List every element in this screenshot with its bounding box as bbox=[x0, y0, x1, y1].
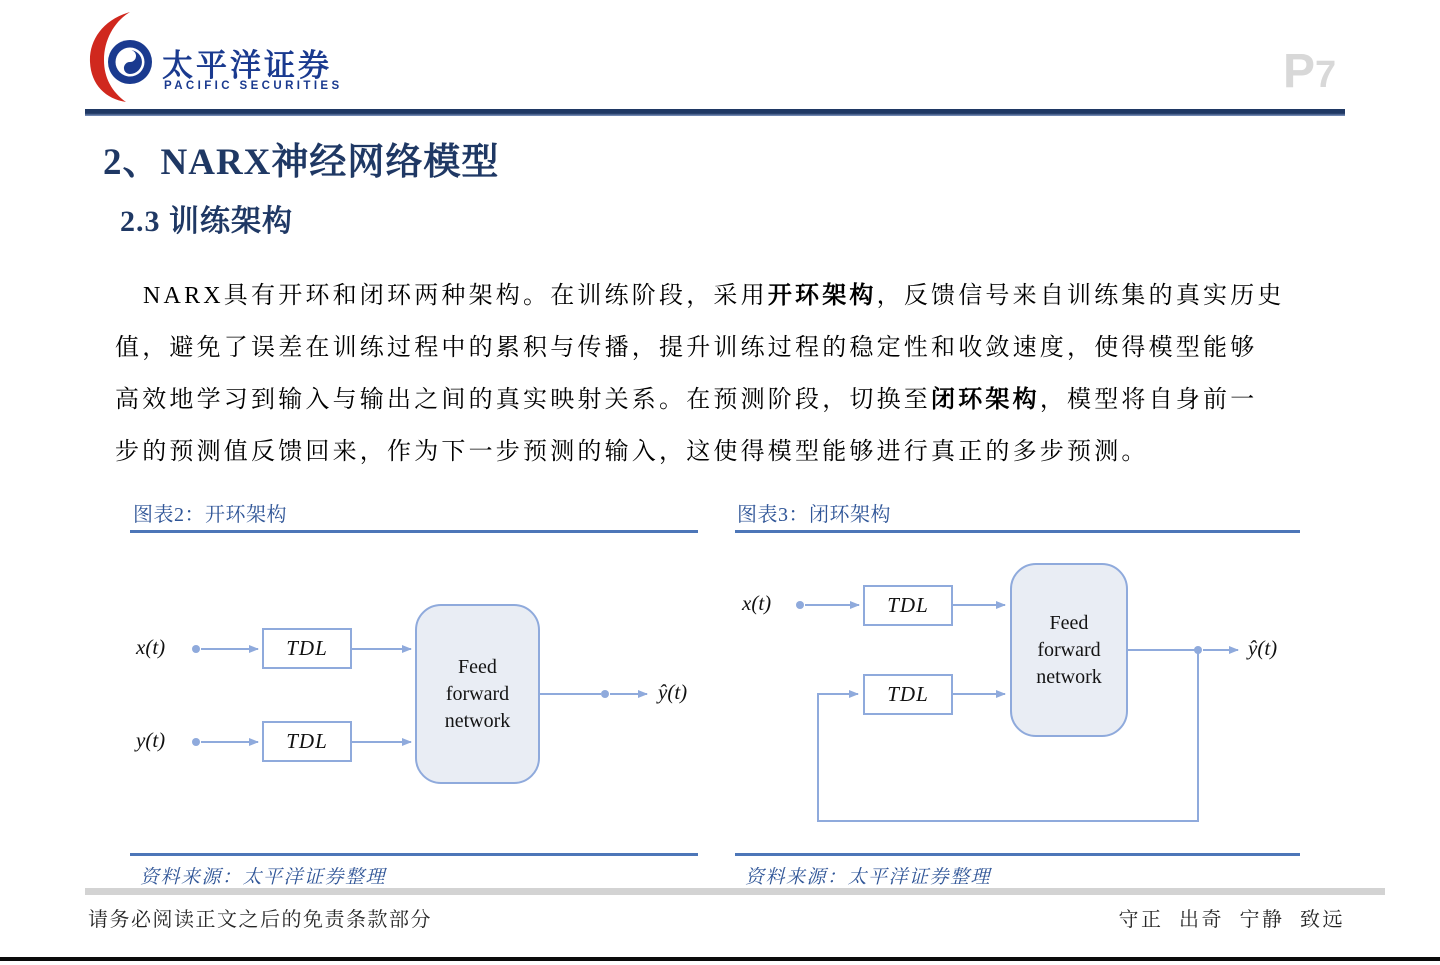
body-text: 步的预测值反馈回来，作为下一步预测的输入，这使得模型能够进行真正的多步预测。 bbox=[115, 439, 1149, 465]
closed-loop-tdl-bottom-box: TDL bbox=[863, 674, 953, 715]
body-text: ，模型将自身前一 bbox=[1039, 387, 1258, 413]
closed-loop-x-dot bbox=[796, 601, 804, 609]
closed-loop-tdl-top-box: TDL bbox=[863, 585, 953, 626]
footer-disclaimer: 请务必阅读正文之后的免责条款部分 bbox=[88, 909, 432, 931]
body-text: 值，避免了误差在训练过程中的累积与传播，提升训练过程的稳定性和收敛速度，使得模型能够 bbox=[115, 335, 1258, 361]
figure2-caption: 图表2：开环架构 bbox=[133, 504, 287, 526]
open-loop-x-dot bbox=[192, 645, 200, 653]
figure3-caption: 图表3：闭环架构 bbox=[737, 504, 891, 526]
page-number-value: 7 bbox=[1315, 54, 1337, 96]
figure3-source: 资料来源：太平洋证券整理 bbox=[745, 867, 992, 888]
body-text-bold: 开环架构 bbox=[767, 283, 877, 309]
open-loop-y-dot bbox=[192, 738, 200, 746]
open-loop-x-label: x(t) bbox=[136, 635, 166, 659]
open-loop-tdl-bottom-box: TDL bbox=[262, 721, 352, 762]
page-bottom-rule bbox=[0, 957, 1440, 961]
figure3-bottom-rule bbox=[735, 853, 1300, 856]
open-loop-tdl-top-box: TDL bbox=[262, 628, 352, 669]
page-number bbox=[1283, 44, 1336, 99]
body-text: NARX具有开环和闭环两种架构。在训练阶段，采用 bbox=[143, 283, 768, 309]
footer-motto: 守正 出奇 宁静 致远 bbox=[1118, 909, 1345, 931]
pacific-securities-logo bbox=[86, 6, 446, 108]
subsection-title: 2.3 训练架构 bbox=[120, 205, 293, 238]
body-text: 高效地学习到输入与输出之间的真实映射关系。在预测阶段，切换至 bbox=[115, 387, 931, 413]
body-paragraph bbox=[115, 270, 1325, 478]
open-loop-output-dot bbox=[601, 690, 609, 698]
figure2-bottom-rule bbox=[130, 853, 698, 856]
brand-name-en: PACIFIC SECURITIES bbox=[164, 80, 343, 92]
body-line bbox=[115, 426, 1325, 478]
closed-loop-output-label: ŷ(t) bbox=[1248, 636, 1278, 660]
brand-name-cn: 太平洋证券 bbox=[162, 48, 332, 83]
open-loop-network-box bbox=[415, 604, 540, 784]
section-title: 2、NARX神经网络模型 bbox=[103, 142, 500, 183]
body-text: ，反馈信号来自训练集的真实历史 bbox=[876, 283, 1285, 309]
open-loop-network-label: Feed forward network bbox=[444, 655, 511, 732]
header-rule bbox=[85, 109, 1345, 116]
figure2-source: 资料来源：太平洋证券整理 bbox=[140, 867, 387, 888]
closed-loop-network-box bbox=[1010, 563, 1128, 737]
body-line bbox=[115, 270, 1325, 322]
closed-loop-output-dot bbox=[1194, 646, 1202, 654]
open-loop-y-label: y(t) bbox=[136, 728, 166, 752]
body-line bbox=[115, 374, 1325, 426]
closed-loop-network-label: Feed forward network bbox=[1036, 611, 1102, 688]
open-loop-output-label: ŷ(t) bbox=[658, 680, 688, 704]
figure3-top-rule bbox=[735, 530, 1300, 533]
body-text-bold: 闭环架构 bbox=[931, 387, 1040, 413]
logo-mark-icon bbox=[86, 8, 156, 108]
page-number-prefix: P bbox=[1283, 45, 1316, 98]
footer-divider bbox=[85, 888, 1385, 895]
body-line bbox=[115, 322, 1325, 374]
figure2-top-rule bbox=[130, 530, 698, 533]
closed-loop-x-label: x(t) bbox=[742, 591, 772, 615]
